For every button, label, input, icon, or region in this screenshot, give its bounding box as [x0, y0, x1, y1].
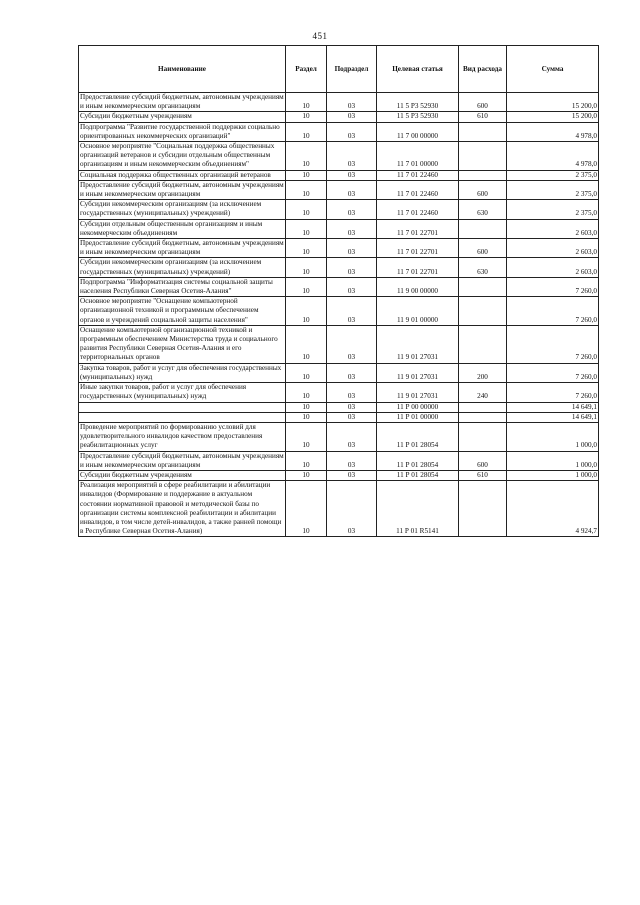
- cell-sum: 2 375,0: [507, 200, 599, 219]
- cell-subsection: 03: [327, 412, 377, 422]
- cell-sum: 2 603,0: [507, 239, 599, 258]
- cell-section: 10: [286, 451, 327, 470]
- cell-section: 10: [286, 93, 327, 112]
- header-sum: Сумма: [507, 46, 599, 93]
- cell-name: Подпрограмма "Развитие государственной поддержки социально ориентированных некоммерческих организаций": [79, 122, 286, 141]
- cell-target: 11 Р 01 00000: [377, 412, 459, 422]
- table-row: [79, 180, 599, 199]
- cell-section: 10: [286, 297, 327, 326]
- table-row: [79, 239, 599, 258]
- table-row: [79, 412, 599, 422]
- cell-sum: 4 978,0: [507, 142, 599, 171]
- cell-expense-type: [459, 219, 507, 238]
- cell-subsection: 03: [327, 170, 377, 180]
- cell-sum: 1 000,0: [507, 451, 599, 470]
- cell-section: 10: [286, 363, 327, 382]
- cell-name: Социальная поддержка общественных организаций ветеранов: [79, 170, 286, 180]
- cell-section: 10: [286, 239, 327, 258]
- table-row: [79, 170, 599, 180]
- cell-subsection: 03: [327, 277, 377, 296]
- cell-name: Субсидии отдельным общественным организациям и иным некоммерческим объединениям: [79, 219, 286, 238]
- cell-name: Субсидии бюджетным учреждениям: [79, 112, 286, 122]
- table-row: [79, 363, 599, 382]
- cell-sum: 1 000,0: [507, 422, 599, 451]
- table-row: [79, 325, 599, 363]
- cell-name: [79, 412, 286, 422]
- table-row: [79, 470, 599, 480]
- cell-name: Предоставление субсидий бюджетным, автономным учреждениям и иным некоммерческим организациям: [80, 93, 284, 111]
- cell-section: 10: [286, 325, 327, 363]
- table-row: [79, 451, 599, 470]
- cell-target: 11 Р 01 28054: [377, 451, 459, 470]
- cell-name: Реализация мероприятий в сфере реабилитации и абилитации инвалидов (Формирование и поддержание в актуальном состоянии нормативной правовой и методической базы по организации системы комплексной реабилитации и абилитации инвалидов, в том числе детей-инвалидов, а также ранней помощи в Республике Северная Осетия-Алания): [79, 481, 286, 537]
- header-subsection: Подраздел: [327, 46, 377, 93]
- table-row: [79, 219, 599, 238]
- cell-target: 11 Р 01 R5141: [377, 481, 459, 537]
- cell-subsection: 03: [327, 470, 377, 480]
- cell-target: 11 7 01 22701: [377, 219, 459, 238]
- cell-subsection: 03: [327, 325, 377, 363]
- cell-expense-type: [459, 325, 507, 363]
- cell-sum: 14 649,1: [507, 402, 599, 412]
- cell-subsection: 03: [327, 219, 377, 238]
- cell-subsection: 03: [327, 142, 377, 171]
- cell-section: 10: [286, 470, 327, 480]
- cell-section: 10: [286, 277, 327, 296]
- cell-name: [79, 402, 286, 412]
- cell-section: 10: [286, 402, 327, 412]
- cell-target: 11 7 01 22460: [377, 200, 459, 219]
- cell-expense-type: 610: [459, 112, 507, 122]
- cell-expense-type: [459, 170, 507, 180]
- cell-sum: 14 649,1: [507, 412, 599, 422]
- cell-name: Проведение мероприятий по формированию условий для удовлетворительного инвалидов качеством предоставления реабилитационных услуг: [79, 422, 286, 451]
- cell-expense-type: [459, 422, 507, 451]
- cell-sum: 2 375,0: [507, 170, 599, 180]
- table-row: [79, 481, 599, 537]
- table-row: [79, 258, 599, 277]
- cell-section: 10: [286, 200, 327, 219]
- cell-expense-type: [459, 122, 507, 141]
- cell-name: Предоставление субсидий бюджетным, автономным учреждениям и иным некоммерческим организациям: [80, 239, 284, 257]
- table-row: [79, 297, 599, 326]
- cell-name: Предоставление субсидий бюджетным, автономным учреждениям и иным некоммерческим организациям: [80, 180, 284, 199]
- cell-sum: 7 260,0: [507, 363, 599, 382]
- cell-subsection: 03: [327, 239, 377, 258]
- cell-section: 10: [286, 170, 327, 180]
- cell-target: 11 7 01 22460: [377, 170, 459, 180]
- cell-name: Субсидии некоммерческим организациям (за исключением государственных (муниципальных) учреждений): [79, 258, 286, 277]
- header-target: Целевая статья: [377, 46, 459, 93]
- cell-target: 11 Р 01 28054: [377, 470, 459, 480]
- table-row: [79, 402, 599, 412]
- cell-subsection: 03: [327, 180, 377, 199]
- cell-sum: 1 000,0: [507, 470, 599, 480]
- cell-target: 11 9 01 27031: [377, 325, 459, 363]
- header-name: Наименование: [79, 46, 286, 93]
- cell-sum: 7 260,0: [507, 277, 599, 296]
- table-header-row: [79, 46, 599, 93]
- cell-target: 11 5 Р3 52930: [377, 93, 459, 112]
- cell-expense-type: [459, 297, 507, 326]
- cell-target: 11 9 01 27031: [377, 363, 459, 382]
- table-row: [79, 200, 599, 219]
- cell-subsection: 03: [327, 402, 377, 412]
- cell-sum: 2 603,0: [507, 258, 599, 277]
- table-row: [79, 122, 599, 141]
- cell-sum: 7 260,0: [507, 383, 599, 402]
- cell-section: 10: [286, 422, 327, 451]
- cell-expense-type: [459, 481, 507, 537]
- cell-sum: 15 200,0: [507, 112, 599, 122]
- cell-sum: 4 978,0: [507, 122, 599, 141]
- cell-expense-type: 240: [459, 383, 507, 402]
- cell-section: 10: [286, 142, 327, 171]
- cell-name: Закупка товаров, работ и услуг для обеспечения государственных (муниципальных) нужд: [79, 363, 286, 382]
- cell-section: 10: [286, 180, 327, 199]
- cell-expense-type: [459, 412, 507, 422]
- cell-sum: 7 260,0: [507, 297, 599, 326]
- cell-target: 11 9 01 00000: [377, 297, 459, 326]
- cell-expense-type: 600: [459, 451, 507, 470]
- cell-subsection: 03: [327, 481, 377, 537]
- cell-section: 10: [286, 112, 327, 122]
- cell-target: 11 7 01 22460: [377, 180, 459, 199]
- cell-target: 11 9 00 00000: [377, 277, 459, 296]
- cell-expense-type: 630: [459, 258, 507, 277]
- cell-name: Предоставление субсидий бюджетным, автономным учреждениям и иным некоммерческим организациям: [80, 451, 284, 469]
- cell-target: 11 7 01 22701: [377, 239, 459, 258]
- cell-expense-type: [459, 402, 507, 412]
- page-number: 451: [312, 31, 328, 41]
- cell-subsection: 03: [327, 93, 377, 112]
- cell-sum: 15 200,0: [507, 93, 599, 112]
- header-section: Раздел: [286, 46, 327, 93]
- cell-section: 10: [286, 219, 327, 238]
- cell-section: 10: [286, 122, 327, 141]
- cell-subsection: 03: [327, 363, 377, 382]
- cell-expense-type: 610: [459, 470, 507, 480]
- table-row: [79, 93, 599, 112]
- cell-name: Субсидии бюджетным учреждениям: [79, 470, 286, 480]
- cell-expense-type: 630: [459, 200, 507, 219]
- cell-sum: 7 260,0: [507, 325, 599, 363]
- table-row: [79, 422, 599, 451]
- cell-target: 11 9 01 27031: [377, 383, 459, 402]
- cell-section: 10: [286, 383, 327, 402]
- cell-subsection: 03: [327, 383, 377, 402]
- cell-subsection: 03: [327, 112, 377, 122]
- cell-target: 11 Р 00 00000: [377, 402, 459, 412]
- table-row: [79, 142, 599, 171]
- cell-section: 10: [286, 258, 327, 277]
- cell-expense-type: 200: [459, 363, 507, 382]
- header-expense-type: Вид расхода: [459, 46, 507, 93]
- cell-expense-type: [459, 142, 507, 171]
- cell-subsection: 03: [327, 422, 377, 451]
- cell-name: Субсидии некоммерческим организациям (за исключением государственных (муниципальных) учреждений): [79, 200, 286, 219]
- cell-sum: 2 375,0: [507, 180, 599, 199]
- cell-name: Основное мероприятие "Оснащение компьютерной организационной техникой и программным обеспечением органов и учреждений социальной защиты населения": [79, 297, 286, 326]
- cell-target: 11 7 01 00000: [377, 142, 459, 171]
- cell-expense-type: 600: [459, 180, 507, 199]
- cell-name: Оснащение компьютерной организационной техникой и программным обеспечением Министерства труда и социального развития Республики Северная Осетия-Алания и его территориальных органов: [79, 325, 286, 363]
- cell-name: Основное мероприятие "Социальная поддержка общественных организаций ветеранов и субсидии отдельным общественным организациям и иным некоммерческим объединениям": [79, 142, 286, 171]
- table-row: [79, 112, 599, 122]
- cell-expense-type: 600: [459, 93, 507, 112]
- cell-subsection: 03: [327, 297, 377, 326]
- cell-subsection: 03: [327, 451, 377, 470]
- cell-expense-type: 600: [459, 239, 507, 258]
- cell-sum: 4 924,7: [507, 481, 599, 537]
- cell-section: 10: [286, 412, 327, 422]
- cell-target: 11 5 Р3 52930: [377, 112, 459, 122]
- table-row: [79, 383, 599, 402]
- cell-name: Подпрограмма "Информатизация системы социальной защиты населения Республики Северная Осетия-Алания": [79, 277, 286, 296]
- table-row: [79, 277, 599, 296]
- cell-subsection: 03: [327, 258, 377, 277]
- cell-target: 11 Р 01 28054: [377, 422, 459, 451]
- cell-subsection: 03: [327, 122, 377, 141]
- cell-target: 11 7 00 00000: [377, 122, 459, 141]
- cell-name: Иные закупки товаров, работ и услуг для обеспечения государственных (муниципальных) нужд: [79, 383, 286, 402]
- cell-subsection: 03: [327, 200, 377, 219]
- cell-section: 10: [286, 481, 327, 537]
- budget-table: [78, 45, 599, 537]
- cell-expense-type: [459, 277, 507, 296]
- cell-sum: 2 603,0: [507, 219, 599, 238]
- cell-target: 11 7 01 22701: [377, 258, 459, 277]
